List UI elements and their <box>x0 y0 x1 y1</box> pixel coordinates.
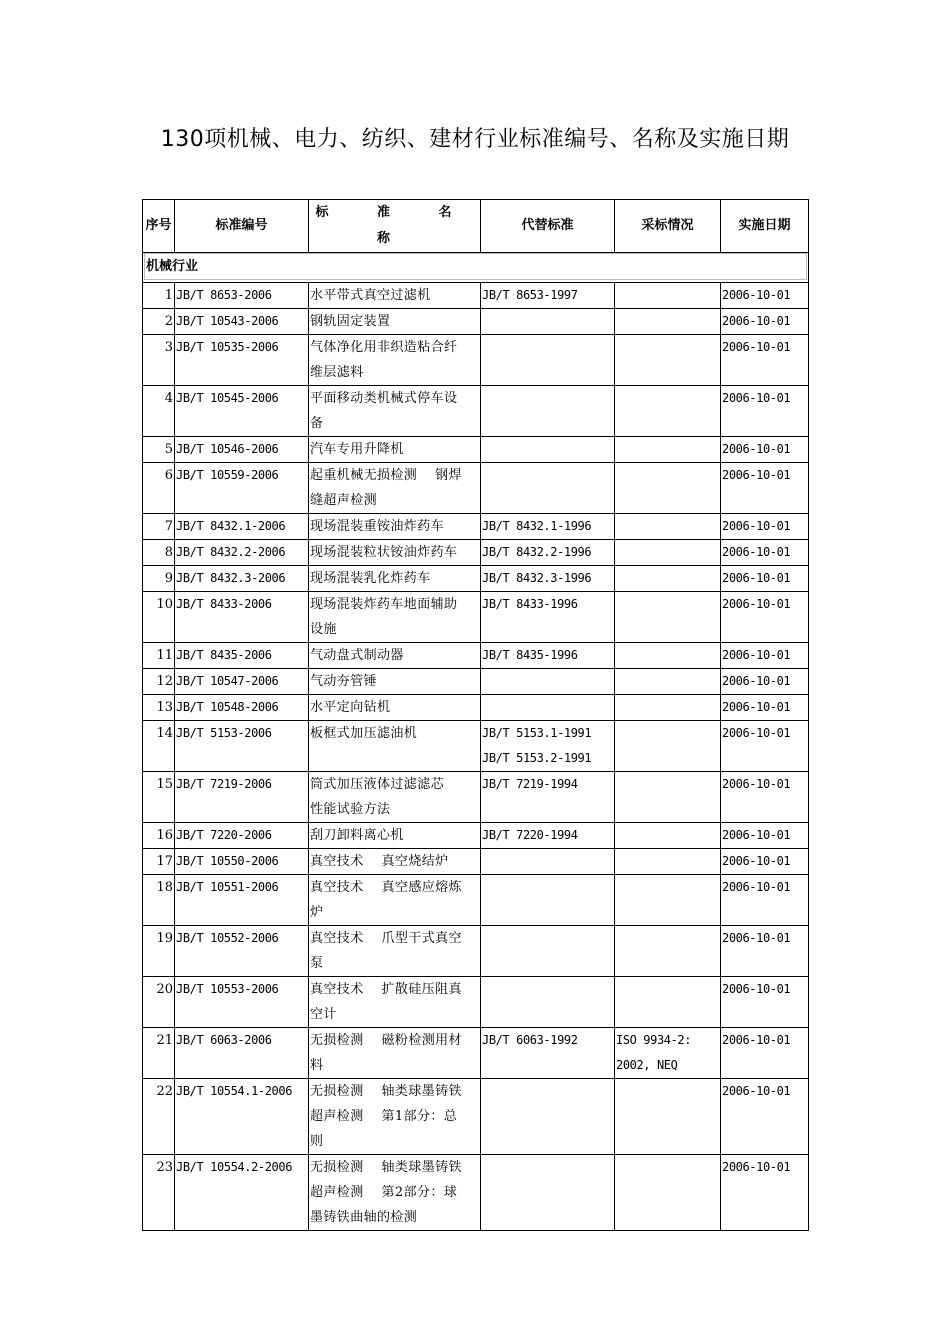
effective-date: 2006-10-01 <box>721 514 809 540</box>
standard-name-line: 现场混装乳化炸药车 <box>310 571 431 586</box>
adoption-status <box>615 386 721 437</box>
table-row <box>143 772 809 823</box>
row-number: 23 <box>143 1155 175 1231</box>
table-row <box>143 592 809 643</box>
row-number: 3 <box>143 335 175 386</box>
table-header-row <box>143 200 809 253</box>
standard-name <box>309 1079 481 1155</box>
standard-name-line: 起重机械无损检测 钢焊 <box>310 468 462 483</box>
adoption-line: 2002, NEQ <box>616 1058 678 1072</box>
section-label: 机械行业 <box>144 253 807 280</box>
replaced-standard <box>481 875 615 926</box>
standard-name-line: 缝超声检测 <box>310 493 378 508</box>
effective-date: 2006-10-01 <box>721 643 809 669</box>
standard-name <box>309 721 481 772</box>
standard-name-line: 钢轨固定装置 <box>310 314 391 329</box>
row-number: 5 <box>143 437 175 463</box>
standard-name-line: 超声检测 第1部分：总 <box>310 1109 458 1124</box>
standard-name-line: 气体净化用非织造粘合纤 <box>310 340 458 355</box>
adoption-status <box>615 926 721 977</box>
standard-name-line: 水平带式真空过滤机 <box>310 288 431 303</box>
adoption-status <box>615 875 721 926</box>
effective-date: 2006-10-01 <box>721 1155 809 1231</box>
row-number: 9 <box>143 566 175 592</box>
replaced-standard-line: JB/T 5153.2-1991 <box>482 751 592 765</box>
standard-name <box>309 592 481 643</box>
replaced-standard-line: JB/T 7219-1994 <box>482 777 578 791</box>
adoption-status <box>615 514 721 540</box>
replaced-standard-line: JB/T 5153.1-1991 <box>482 726 592 740</box>
standard-code: JB/T 10543-2006 <box>175 309 309 335</box>
table-row <box>143 463 809 514</box>
header-date: 实施日期 <box>721 200 809 253</box>
header-name: 标 准 名 称 <box>309 200 481 253</box>
standard-code: JB/T 10553-2006 <box>175 977 309 1028</box>
adoption-status <box>615 977 721 1028</box>
effective-date: 2006-10-01 <box>721 592 809 643</box>
standard-name <box>309 1155 481 1231</box>
standard-name <box>309 695 481 721</box>
replaced-standard <box>481 309 615 335</box>
effective-date: 2006-10-01 <box>721 695 809 721</box>
adoption-status <box>615 335 721 386</box>
standard-code: JB/T 10550-2006 <box>175 849 309 875</box>
standard-name-line: 炉 <box>310 905 324 920</box>
table-row <box>143 566 809 592</box>
adoption-status <box>615 592 721 643</box>
row-number: 4 <box>143 386 175 437</box>
standard-code: JB/T 10552-2006 <box>175 926 309 977</box>
table-row <box>143 977 809 1028</box>
table-row <box>143 386 809 437</box>
standard-code: JB/T 8433-2006 <box>175 592 309 643</box>
standard-name-line: 维层滤料 <box>310 365 364 380</box>
table-row <box>143 335 809 386</box>
row-number: 7 <box>143 514 175 540</box>
effective-date: 2006-10-01 <box>721 823 809 849</box>
standard-name-line: 板框式加压滤油机 <box>310 726 418 741</box>
effective-date: 2006-10-01 <box>721 463 809 514</box>
replaced-standard <box>481 643 615 669</box>
adoption-status <box>615 643 721 669</box>
table-row <box>143 1155 809 1231</box>
replaced-standard-line: JB/T 7220-1994 <box>482 828 578 842</box>
table-row <box>143 926 809 977</box>
table-row <box>143 514 809 540</box>
row-number: 17 <box>143 849 175 875</box>
table-row <box>143 643 809 669</box>
header-adoption: 采标情况 <box>615 200 721 253</box>
effective-date: 2006-10-01 <box>721 875 809 926</box>
row-number: 16 <box>143 823 175 849</box>
adoption-status <box>615 283 721 309</box>
standard-code: JB/T 5153-2006 <box>175 721 309 772</box>
standard-name <box>309 540 481 566</box>
replaced-standard <box>481 386 615 437</box>
standard-name-line: 空计 <box>310 1007 337 1022</box>
table-row <box>143 283 809 309</box>
page-title: 130项机械、电力、纺织、建材行业标准编号、名称及实施日期 <box>160 127 790 152</box>
table-row <box>143 695 809 721</box>
replaced-standard <box>481 437 615 463</box>
standard-name-line: 气动夯管锤 <box>310 674 378 689</box>
table-row <box>143 540 809 566</box>
effective-date: 2006-10-01 <box>721 566 809 592</box>
replaced-standard-line: JB/T 6063-1992 <box>482 1033 578 1047</box>
replaced-standard <box>481 335 615 386</box>
standard-code: JB/T 8432.1-2006 <box>175 514 309 540</box>
replaced-standard <box>481 1028 615 1079</box>
standard-name <box>309 926 481 977</box>
replaced-standard <box>481 592 615 643</box>
standard-name-line: 气动盘式制动器 <box>310 648 404 663</box>
replaced-standard-line: JB/T 8432.1-1996 <box>482 519 592 533</box>
adoption-status <box>615 1079 721 1155</box>
row-number: 21 <box>143 1028 175 1079</box>
standard-name-line: 水平定向钻机 <box>310 700 391 715</box>
adoption-line: ISO 9934-2: <box>616 1033 692 1047</box>
replaced-standard <box>481 695 615 721</box>
row-number: 2 <box>143 309 175 335</box>
row-number: 1 <box>143 283 175 309</box>
effective-date: 2006-10-01 <box>721 283 809 309</box>
effective-date: 2006-10-01 <box>721 721 809 772</box>
adoption-status <box>615 463 721 514</box>
effective-date: 2006-10-01 <box>721 309 809 335</box>
standard-name <box>309 309 481 335</box>
standard-code: JB/T 8432.3-2006 <box>175 566 309 592</box>
row-number: 13 <box>143 695 175 721</box>
effective-date: 2006-10-01 <box>721 772 809 823</box>
effective-date: 2006-10-01 <box>721 540 809 566</box>
standard-name-line: 现场混装粒状铵油炸药车 <box>310 545 458 560</box>
adoption-status <box>615 1155 721 1231</box>
effective-date: 2006-10-01 <box>721 386 809 437</box>
standard-name-line: 现场混装重铵油炸药车 <box>310 519 445 534</box>
standard-name <box>309 283 481 309</box>
table-row <box>143 1028 809 1079</box>
replaced-standard-line: JB/T 8432.3-1996 <box>482 571 592 585</box>
standard-name-line: 汽车专用升降机 <box>310 442 404 457</box>
replaced-standard <box>481 772 615 823</box>
standard-name-line: 真空技术 爪型干式真空 <box>310 931 462 946</box>
header-seq: 序号 <box>143 200 175 253</box>
standard-code: JB/T 10546-2006 <box>175 437 309 463</box>
header-code: 标准编号 <box>175 200 309 253</box>
replaced-standard-line: JB/T 8432.2-1996 <box>482 545 592 559</box>
replaced-standard <box>481 540 615 566</box>
standard-name <box>309 386 481 437</box>
standard-name-line: 刮刀卸料离心机 <box>310 828 404 843</box>
replaced-standard <box>481 977 615 1028</box>
adoption-status <box>615 1028 721 1079</box>
standard-name <box>309 669 481 695</box>
effective-date: 2006-10-01 <box>721 335 809 386</box>
standard-code: JB/T 10554.2-2006 <box>175 1155 309 1231</box>
standard-code: JB/T 10554.1-2006 <box>175 1079 309 1155</box>
adoption-status <box>615 309 721 335</box>
standards-table <box>142 199 809 1231</box>
effective-date: 2006-10-01 <box>721 849 809 875</box>
replaced-standard <box>481 849 615 875</box>
standard-name-line: 料 <box>310 1058 324 1073</box>
replaced-standard <box>481 514 615 540</box>
standard-code: JB/T 10559-2006 <box>175 463 309 514</box>
standard-name-line: 无损检测 磁粉检测用材 <box>310 1033 462 1048</box>
replaced-standard <box>481 1155 615 1231</box>
standard-code: JB/T 8653-2006 <box>175 283 309 309</box>
row-number: 6 <box>143 463 175 514</box>
adoption-status <box>615 669 721 695</box>
standard-name-line: 真空技术 真空感应熔炼 <box>310 880 462 895</box>
standard-name-line: 无损检测 轴类球墨铸铁 <box>310 1160 462 1175</box>
standard-name-line: 超声检测 第2部分：球 <box>310 1185 458 1200</box>
standard-code: JB/T 8435-2006 <box>175 643 309 669</box>
table-row <box>143 309 809 335</box>
row-number: 14 <box>143 721 175 772</box>
adoption-status <box>615 540 721 566</box>
standard-name-line: 真空技术 真空烧结炉 <box>310 854 449 869</box>
standard-name-line: 则 <box>310 1134 324 1149</box>
adoption-status <box>615 721 721 772</box>
replaced-standard <box>481 926 615 977</box>
row-number: 22 <box>143 1079 175 1155</box>
standard-code: JB/T 6063-2006 <box>175 1028 309 1079</box>
adoption-status <box>615 437 721 463</box>
standard-name-line: 性能试验方法 <box>310 802 391 817</box>
standard-name-line: 平面移动类机械式停车设 <box>310 391 458 406</box>
standard-name-line: 泵 <box>310 956 324 971</box>
standard-name <box>309 463 481 514</box>
row-number: 18 <box>143 875 175 926</box>
standard-code: JB/T 7220-2006 <box>175 823 309 849</box>
row-number: 10 <box>143 592 175 643</box>
standard-name <box>309 823 481 849</box>
standard-name <box>309 566 481 592</box>
standard-name <box>309 849 481 875</box>
table-row <box>143 437 809 463</box>
replaced-standard <box>481 566 615 592</box>
row-number: 8 <box>143 540 175 566</box>
table-row <box>143 721 809 772</box>
standard-name <box>309 977 481 1028</box>
standard-code: JB/T 7219-2006 <box>175 772 309 823</box>
standard-name-line: 筒式加压液体过滤滤芯 <box>310 777 445 792</box>
replaced-standard <box>481 463 615 514</box>
effective-date: 2006-10-01 <box>721 926 809 977</box>
table-row <box>143 875 809 926</box>
replaced-standard <box>481 1079 615 1155</box>
effective-date: 2006-10-01 <box>721 669 809 695</box>
standard-name-line: 无损检测 轴类球墨铸铁 <box>310 1084 462 1099</box>
section-row <box>143 253 809 283</box>
standard-name-line: 备 <box>310 416 324 431</box>
standard-code: JB/T 10548-2006 <box>175 695 309 721</box>
table-row <box>143 849 809 875</box>
table-row <box>143 669 809 695</box>
row-number: 15 <box>143 772 175 823</box>
row-number: 20 <box>143 977 175 1028</box>
standard-name <box>309 875 481 926</box>
table-row <box>143 823 809 849</box>
adoption-status <box>615 772 721 823</box>
standard-name <box>309 772 481 823</box>
adoption-status <box>615 823 721 849</box>
standard-code: JB/T 10535-2006 <box>175 335 309 386</box>
row-number: 12 <box>143 669 175 695</box>
standard-code: JB/T 8432.2-2006 <box>175 540 309 566</box>
row-number: 11 <box>143 643 175 669</box>
standard-name-line: 设施 <box>310 622 337 637</box>
replaced-standard-line: JB/T 8435-1996 <box>482 648 578 662</box>
replaced-standard <box>481 283 615 309</box>
row-number: 19 <box>143 926 175 977</box>
replaced-standard <box>481 721 615 772</box>
standard-code: JB/T 10551-2006 <box>175 875 309 926</box>
standard-name <box>309 437 481 463</box>
adoption-status <box>615 695 721 721</box>
replaced-standard-line: JB/T 8433-1996 <box>482 597 578 611</box>
effective-date: 2006-10-01 <box>721 437 809 463</box>
standard-name <box>309 335 481 386</box>
replaced-standard <box>481 823 615 849</box>
standard-code: JB/T 10545-2006 <box>175 386 309 437</box>
replaced-standard <box>481 669 615 695</box>
standard-code: JB/T 10547-2006 <box>175 669 309 695</box>
standard-name <box>309 1028 481 1079</box>
header-replaces: 代替标准 <box>481 200 615 253</box>
standard-name <box>309 514 481 540</box>
effective-date: 2006-10-01 <box>721 1028 809 1079</box>
standard-name-line: 现场混装炸药车地面辅助 <box>310 597 458 612</box>
standard-name <box>309 643 481 669</box>
adoption-status <box>615 566 721 592</box>
standard-name-line: 真空技术 扩散硅压阻真 <box>310 982 462 997</box>
effective-date: 2006-10-01 <box>721 977 809 1028</box>
table-row <box>143 1079 809 1155</box>
adoption-status <box>615 849 721 875</box>
replaced-standard-line: JB/T 8653-1997 <box>482 288 578 302</box>
effective-date: 2006-10-01 <box>721 1079 809 1155</box>
standard-name-line: 墨铸铁曲轴的检测 <box>310 1210 418 1225</box>
